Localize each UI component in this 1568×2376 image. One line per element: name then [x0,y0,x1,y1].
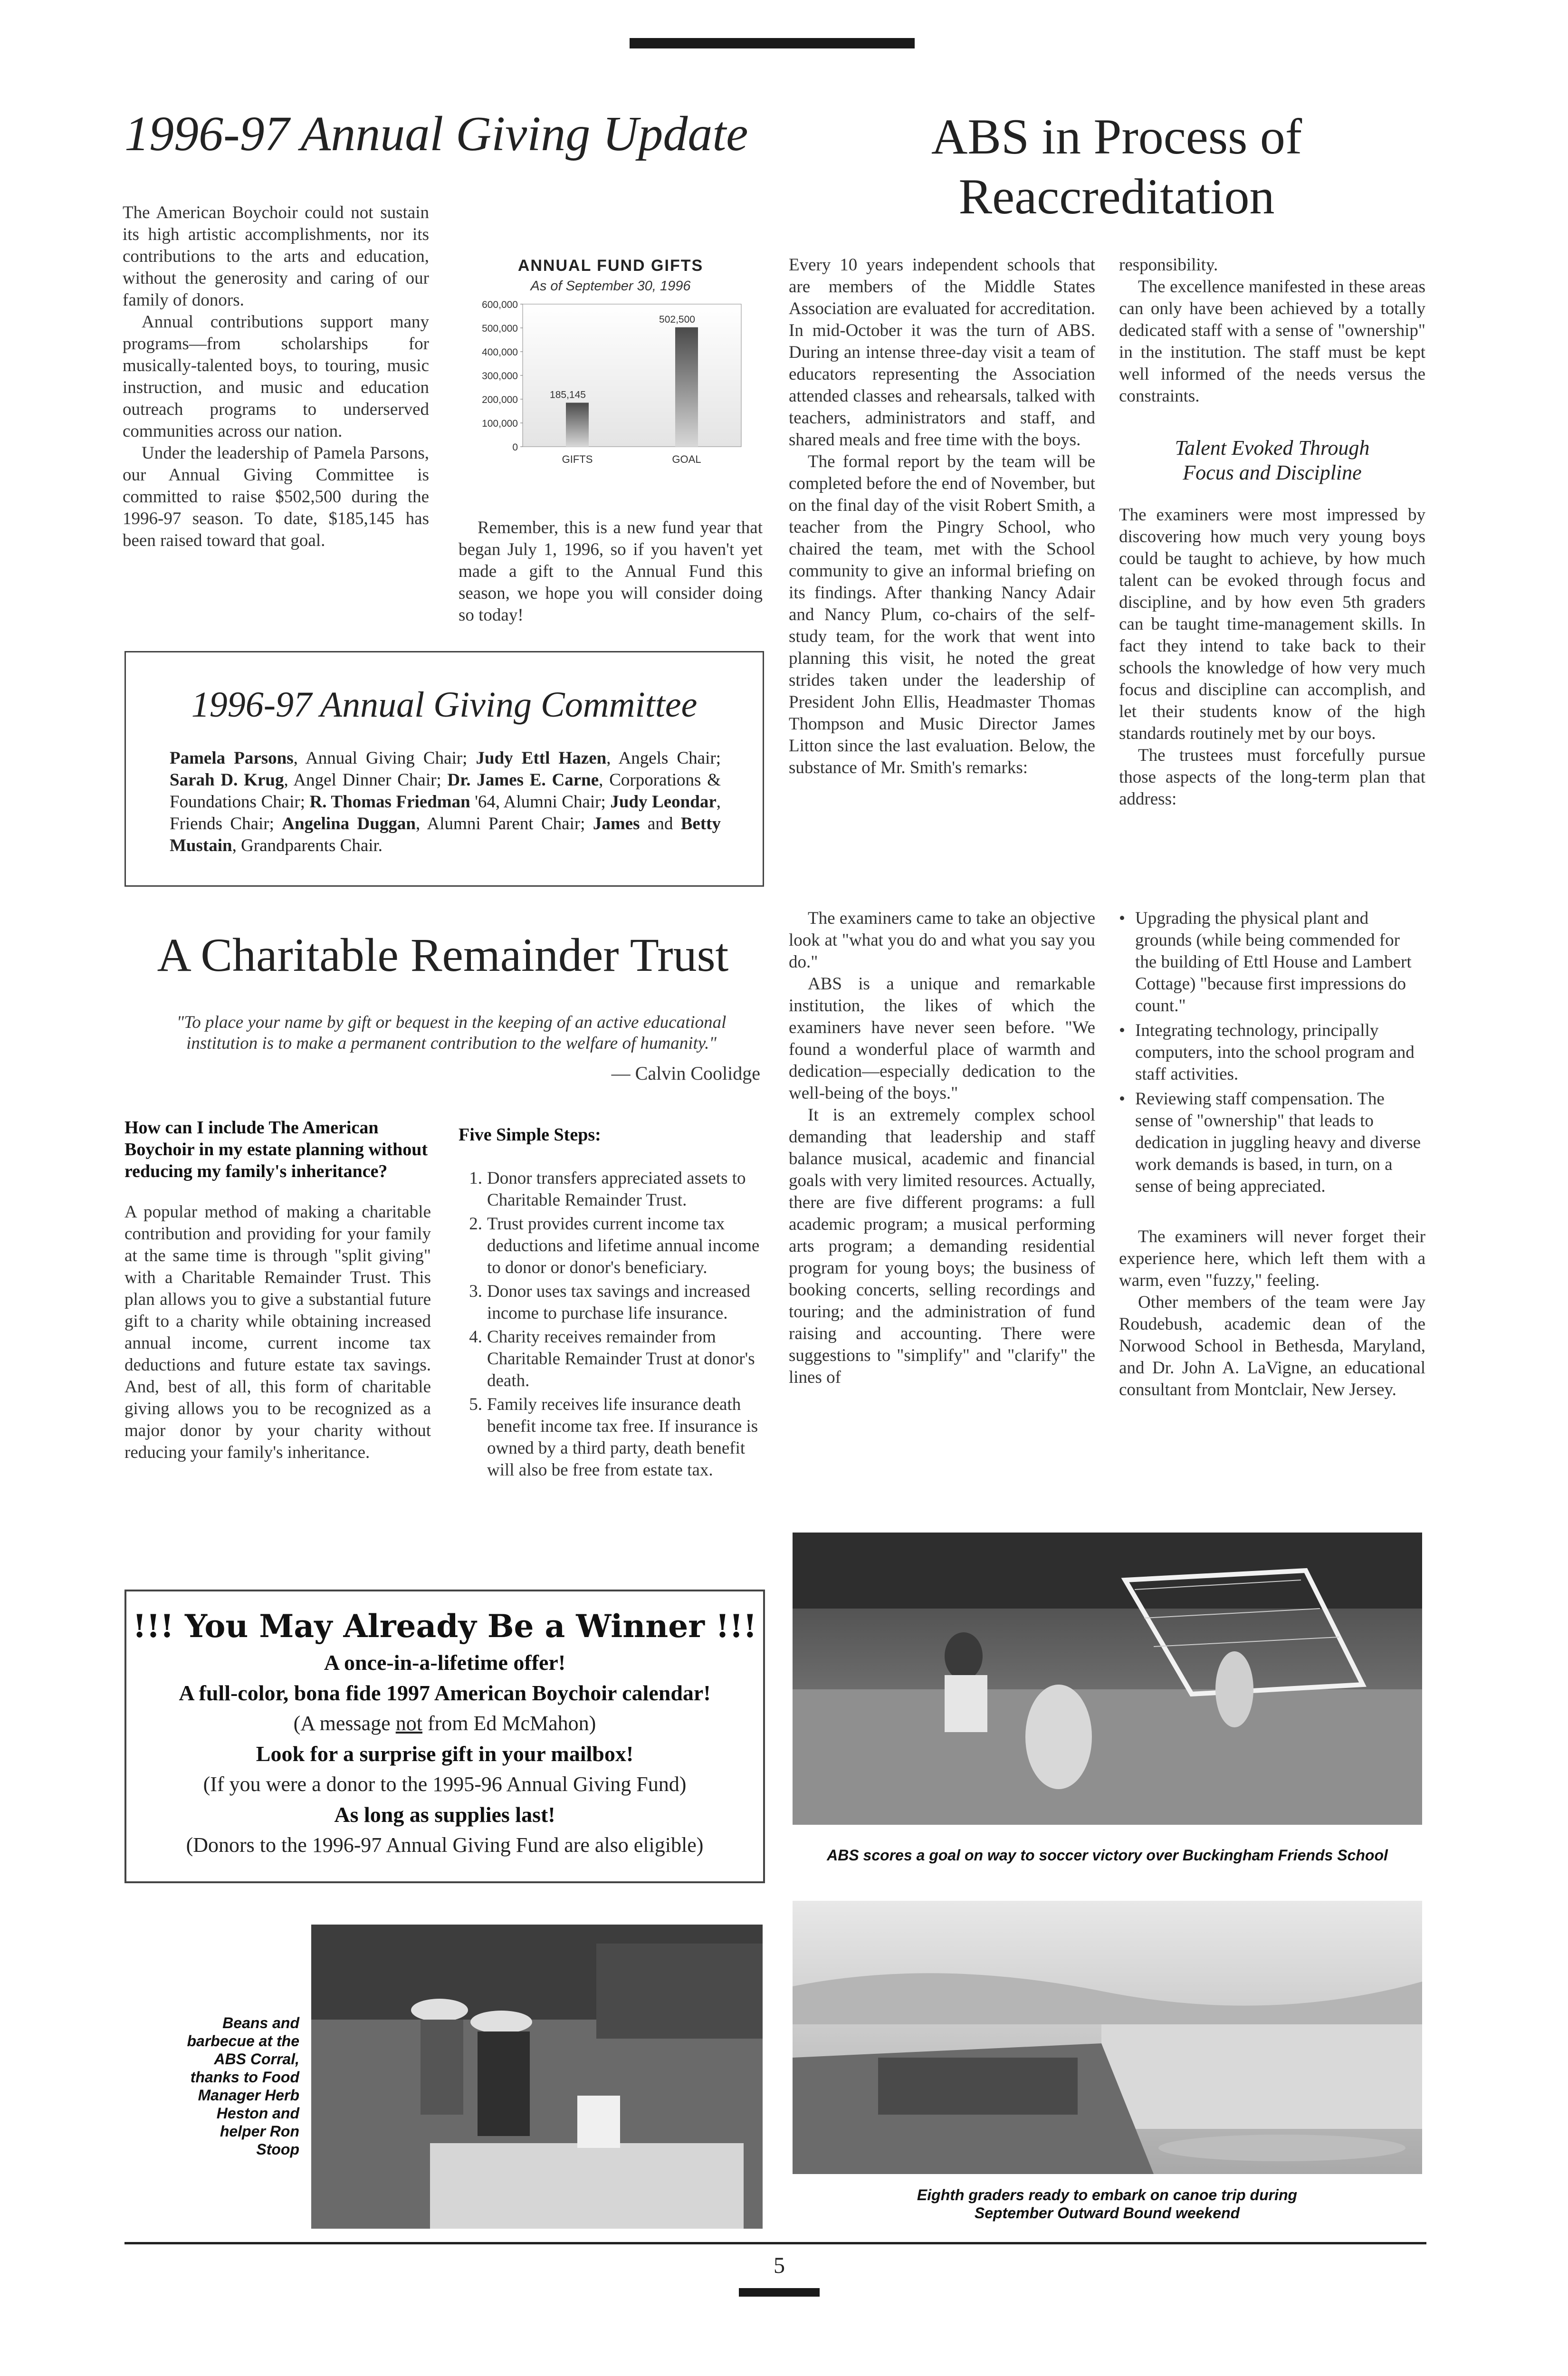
trust-quote-attribution: — Calvin Coolidge [611,1063,760,1084]
winner-line4: Look for a surprise gift in your mailbox! [256,1742,634,1766]
abs-col3-p2: ABS is a unique and remarkable institution, the likes of which the examiners have never seen before. "We found a wonderful place of warmth and dedication—especially dedication to the well-being of the boys." [789,974,1095,1103]
chart-plot [459,295,763,475]
winner-box [124,1590,765,1883]
step-number: 4. [469,1327,482,1347]
canoe-caption: Eighth graders ready to embark on canoe trip during September Outward Bound weekend [917,2186,1298,2222]
abs-col1-p2: The formal report by the team will be completed before the end of November, but on the final day of the visit Robert Smith, a teacher from the Pingry School, who chaired the team, met with the School community to give an informal briefing on its findings. After thanking Nancy Adair and Nancy Plum, co-chairs of the self-study team, for the work that went into planning this visit, he noted the great strides taken under the leadership of President John Ellis, Headmaster Thomas Thompson and Music Director James Litton since the last evaluation. Below, the substance of Mr. Smith's remarks: [789,452,1095,777]
committee-member-name: James [593,814,640,834]
step-text: Charity receives remainder from Charitable Remainder Trust at donor's death. [487,1327,755,1390]
step-number: 1. [469,1169,482,1188]
bbq-caption: Beans and barbecue at the ABS Corral, thanks to Food Manager Herb Heston and helper Ron Stoop [187,2014,299,2158]
chart-plot-area [523,304,741,447]
committee-member-name: Judy Leondar [610,792,717,812]
abs-title-line1: ABS in Process of [931,109,1302,164]
step-text: Family receives life insurance death benefit income tax free. If insurance is owned by a third party, death benefit will also be free from estate tax. [487,1395,758,1480]
winner-line3a: (A message [293,1712,396,1735]
step-item [459,1213,763,1279]
committee-member-name: Betty Mustain [170,814,721,855]
annual-giving-p1: The American Boychoir could not sustain its high artistic accomplishments, nor its contributions to the arts and education, without the generosity and caring of our family of donors. [123,203,429,310]
abs-col3-p3: It is an extremely complex school demanding that leadership and staff balance musical, academic and financial goals with very limited resources. Actually, there are five different programs: a full academic program; a musical performing arts program; a demanding residential program for young boys; the business of booking concerts, selling recordings and touring; and the administration of fund raising and accounting. There were suggestions to "simplify" and "clarify" the lines of [789,1105,1095,1387]
trust-quote: "To place your name by gift or bequest in the keeping of an active educational institution is to make a permanent contribution to the welfare of humanity." [176,1013,727,1053]
step-text: Donor uses tax savings and increased income to purchase life insurance. [487,1282,750,1323]
y-tick-label: 300,000 [482,371,518,382]
bar-goal [675,327,698,447]
step-text: Donor transfers appreciated assets to Charitable Remainder Trust. [487,1169,746,1210]
steps-list [459,1168,763,1481]
bar-value-label: 502,500 [659,314,695,325]
committee-member-role: , Annual Giving Chair; [293,748,476,768]
committee-member-role: , Friends Chair; [170,792,721,834]
footer-bar [739,2288,820,2297]
soccer-photo [793,1533,1422,1825]
step-number: 2. [469,1214,482,1234]
abs-column-4 [1119,908,1425,1401]
abs-col4-p1: The examiners will never forget their experience here, which left them with a warm, even "fuzzy," feeling. [1119,1227,1425,1290]
annual-fund-chart [459,257,763,475]
annual-giving-p4: Remember, this is a new fund year that began July 1, 1996, so if you haven't yet made a gift to the Annual Fund this season, we hope you will consider doing so today! [459,518,763,625]
step-item [459,1168,763,1211]
committee-member-name: Pamela Parsons [170,748,294,768]
abs-column-1 [789,254,1095,779]
abs-col2-p2: The excellence manifested in these areas can only have been achieved by a totally dedicated staff with a sense of "ownership" in the institution. The staff must be kept well informed of the needs versus the constraints. [1119,277,1425,406]
committee-member-role: , Angel Dinner Chair; [284,770,448,790]
committee-title: 1996-97 Annual Giving Committee [191,685,698,725]
top-rule [630,38,915,48]
winner-line3b: not [395,1712,422,1735]
bbq-photo-image [311,1925,763,2229]
abs-title-line2: Reaccreditation [958,169,1275,224]
y-tick-label: 0 [512,442,518,453]
abs-title [789,107,1444,227]
step-number: 5. [469,1395,482,1414]
trust-left-column [124,1117,431,1464]
trust-answer: A popular method of making a charitable contribution and providing for your family at the same time is through "split giving" with a Charitable Remainder Trust. This plan allows you to give a substantial future gift to a charity while obtaining increased annual income, current income tax deductions and future estate tax savings. And, best of all, this form of charitable giving allows you to be recognized as a major donor by your charity without reducing your family's inheritance. [124,1202,431,1462]
committee-list [170,747,721,857]
step-item [459,1281,763,1324]
winner-line3c: from Ed McMahon) [422,1712,596,1735]
abs-col3-p1: The examiners came to take an objective look at "what you do and what you say you do." [789,909,1095,972]
y-tick-label: 100,000 [482,418,518,429]
trust-title: A Charitable Remainder Trust [157,929,729,981]
bullet-item: • Integrating technology, principally computers, into the school program and staff activities. [1119,1020,1425,1085]
annual-giving-p2: Annual contributions support many programs—from scholarships for musically-talented boys, to touring, music instruction, and music and education outreach programs to underserved communities across our nation. [123,312,429,441]
abs-bullet-list [1119,908,1425,1198]
winner-line5: (If you were a donor to the 1995-96 Annual Giving Fund) [203,1772,687,1796]
committee-member-name: Dr. James E. Carne [447,770,599,790]
step-text: Trust provides current income tax deductions and lifetime annual income to donor or donor's beneficiary. [487,1214,760,1277]
step-item [459,1394,763,1481]
abs-col2-p3: The examiners were most impressed by discovering how much very young boys could be taught to achieve, by how much talent can be evoked through focus and discipline, and by how even 5th graders can be taught time-management skills. In fact they intend to take back to their schools the knowledge of how very much focus and discipline can accomplish, and let their students know of the high standards routinely met by our boys. [1119,505,1425,743]
soccer-photo-image [793,1533,1422,1825]
committee-box [124,651,764,887]
committee-member-name: Angelina Duggan [282,814,416,834]
step-item [459,1326,763,1392]
annual-giving-text-left [123,202,429,552]
y-tick-label: 400,000 [482,347,518,358]
annual-giving-p3: Under the leadership of Pamela Parsons, our Annual Giving Committee is committed to raise $502,500 during the 1996-97 season. To date, $185,145 has been raised toward that goal. [123,443,429,550]
chart-subtitle: As of September 30, 1996 [530,278,691,294]
winner-line2: A full-color, bona fide 1997 American Boychoir calendar! [179,1681,711,1705]
canoe-photo-image [793,1901,1422,2174]
committee-member-role: , Corporations & Foundations Chair; [170,770,721,812]
annual-giving-title: 1996-97 Annual Giving Update [124,106,748,161]
steps-title: Five Simple Steps: [459,1125,601,1145]
trust-question: How can I include The American Boychoir in my estate planning without reducing my family's inheritance? [124,1118,428,1181]
abs-col1-p1: Every 10 years independent schools that are members of the Middle States Association are evaluated for accreditation. In mid-October it was the turn of ABS. During an intense three-day visit a team of educators representing the Association attended classes and rehearsals, talked with teachers, administrators and staff, and shared meals and free time with the boys. [789,255,1095,450]
soccer-caption: ABS scores a goal on way to soccer victory over Buckingham Friends School [827,1847,1388,1864]
abs-column-2 [1119,254,1425,810]
bullet-item: • Reviewing staff compensation. The sense of "ownership" that leads to dedication in juggling heavy and diverse work demands is based, in turn, on a sense of being appreciated. [1119,1088,1425,1198]
winner-title: !!! You May Already Be a Winner !!! [133,1608,757,1645]
bar-value-label: 185,145 [550,389,586,401]
x-category-label: GIFTS [562,453,593,465]
abs-subheading [1119,436,1425,485]
abs-subheading-line2: Focus and Discipline [1183,461,1362,484]
bbq-photo [311,1925,763,2229]
committee-member-role: , Angels Chair; [606,748,721,768]
winner-line6: As long as supplies last! [334,1802,555,1827]
chart-title: ANNUAL FUND GIFTS [517,257,704,275]
abs-col2-p1: responsibility. [1119,255,1218,275]
abs-col2-p4: The trustees must forcefully pursue those aspects of the long-term plan that address: [1119,746,1425,809]
winner-line1: A once-in-a-lifetime offer! [324,1650,566,1675]
y-tick-label: 500,000 [482,323,518,334]
canoe-photo [793,1901,1422,2174]
page-number: 5 [774,2253,785,2278]
annual-giving-text-right [459,517,763,626]
abs-subheading-line1: Talent Evoked Through [1175,436,1370,460]
trust-right-column [459,1124,763,1483]
abs-column-3 [789,908,1095,1389]
committee-member-role: , Alumni Parent Chair; [415,814,593,834]
committee-member-role: '64, Alumni Chair; [470,792,611,812]
y-tick-label: 200,000 [482,394,518,405]
bullet-item: • Upgrading the physical plant and grounds (while being commended for the building of Ettl House and Lambert Cottage) "because first impressions do count." [1119,908,1425,1017]
winner-line3 [126,1708,763,1739]
footer-rule [124,2242,1426,2244]
step-number: 3. [469,1282,482,1301]
x-category-label: GOAL [672,453,701,465]
committee-member-name: Judy Ettl Hazen [476,748,607,768]
committee-member-role: and [640,814,681,834]
committee-member-name: R. Thomas Friedman [309,792,470,812]
abs-col4-p2: Other members of the team were Jay Roudebush, academic dean of the Norwood School in Bethesda, Maryland, and Dr. John A. LaVigne, an educational consultant from Montclair, New Jersey. [1119,1293,1425,1399]
committee-member-role: , Grandparents Chair. [232,836,383,855]
y-tick-label: 600,000 [482,299,518,310]
bar-gifts [566,402,589,447]
committee-member-name: Sarah D. Krug [170,770,284,790]
winner-line7: (Donors to the 1996-97 Annual Giving Fund are also eligible) [186,1833,704,1857]
